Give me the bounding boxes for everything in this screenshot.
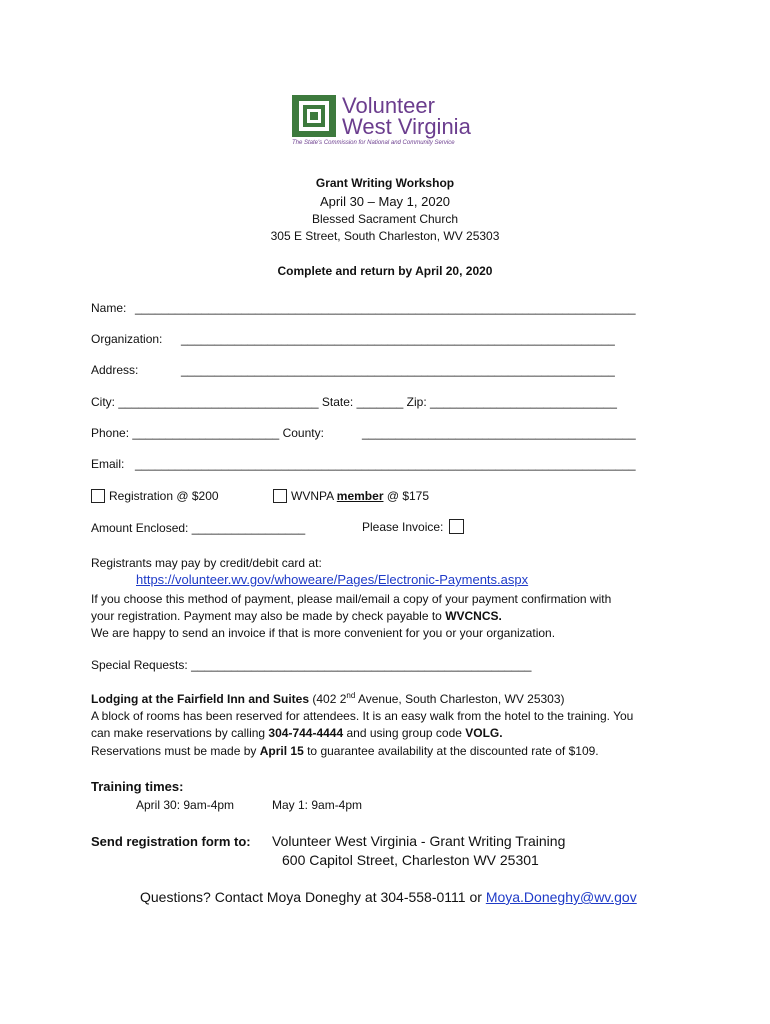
- address-label: Address:: [91, 363, 139, 377]
- registration-label: Registration @ $200: [109, 489, 219, 503]
- lodging-line2-prefix: can make reservations by calling: [91, 726, 269, 740]
- member-word: member: [336, 489, 384, 503]
- workshop-venue: Blessed Sacrament Church: [311, 212, 459, 226]
- email-field[interactable]: ___________________________________________________________________________: [135, 457, 636, 471]
- special-requests-label: Special Requests:: [91, 658, 188, 672]
- lodging-line2-mid: and using group code: [343, 726, 466, 740]
- payment-link[interactable]: https://volunteer.wv.gov/whoweare/Pages/Electronic-Payments.aspx: [136, 572, 529, 587]
- state-field[interactable]: _______: [356, 395, 404, 409]
- payment-line2-text: your registration. Payment may also be made by check payable to: [91, 609, 446, 623]
- payment-line3: We are happy to send an invoice if that is more convenient for you or your organization.: [91, 626, 556, 640]
- payment-line2: [91, 609, 502, 623]
- training-day1: April 30: 9am-4pm: [136, 798, 235, 812]
- invoice-checkbox[interactable]: [449, 519, 464, 534]
- phone-label: Phone:: [91, 426, 130, 440]
- registration-option[interactable]: [91, 489, 219, 503]
- city-field[interactable]: ______________________________: [118, 395, 319, 409]
- payable-to: WVCNCS.: [445, 609, 502, 623]
- lodging-addr-prefix: (402 2: [309, 692, 347, 706]
- organization-label: Organization:: [91, 332, 163, 346]
- invoice-label: Please Invoice:: [362, 520, 444, 534]
- lodging-line3-prefix: Reservations must be made by: [91, 744, 260, 758]
- workshop-title: Grant Writing Workshop: [315, 176, 455, 190]
- lodging-line3: [91, 744, 599, 758]
- workshop-address: 305 E Street, South Charleston, WV 25303: [270, 229, 500, 243]
- lodging-heading: Lodging at the Fairfield Inn and Suites: [91, 692, 310, 706]
- phone-field[interactable]: ______________________: [132, 426, 280, 440]
- city-row: [91, 395, 617, 409]
- email-label: Email:: [91, 457, 125, 471]
- member-checkbox[interactable]: [273, 489, 287, 503]
- zip-field[interactable]: ____________________________: [430, 395, 617, 409]
- member-suffix: @ $175: [383, 489, 430, 503]
- send-label: Send registration form to:: [91, 834, 251, 849]
- reservation-deadline: April 15: [259, 744, 304, 758]
- county-field[interactable]: _________________________________________: [362, 426, 636, 440]
- invoice-option[interactable]: [362, 519, 468, 534]
- send-line1: Volunteer West Virginia - Grant Writing Training: [272, 833, 566, 849]
- special-requests-row: [91, 658, 531, 672]
- send-line2: 600 Capitol Street, Charleston WV 25301: [282, 852, 539, 868]
- state-label: State:: [321, 395, 354, 409]
- logo: [292, 95, 482, 150]
- lodging-addr-sup: nd: [346, 691, 356, 700]
- logo-tagline: The State's Commission for National and Community Service: [292, 140, 455, 146]
- payment-line1: If you choose this method of payment, please mail/email a copy of your payment confirmation with: [91, 592, 612, 606]
- special-requests-field[interactable]: ___________________________________________________: [191, 658, 532, 672]
- return-deadline: Complete and return by April 20, 2020: [277, 264, 493, 278]
- lodging-phone: 304-744-4444: [268, 726, 344, 740]
- amount-field[interactable]: _________________: [191, 521, 306, 535]
- lodging-line2: [91, 726, 503, 740]
- city-label: City:: [91, 395, 115, 409]
- organization-field[interactable]: _________________________________________________________________: [181, 332, 615, 346]
- questions-row: [140, 889, 637, 905]
- member-prefix: WVNPA: [291, 489, 337, 503]
- name-label: Name:: [91, 301, 127, 315]
- name-field[interactable]: ___________________________________________________________________________: [135, 301, 636, 315]
- lodging-addr-suffix: Avenue, South Charleston, WV 25303): [355, 692, 565, 706]
- logo-line2: West Virginia: [342, 114, 471, 139]
- questions-text: Questions? Contact Moya Doneghy at 304-558-0111 or: [140, 889, 486, 905]
- lodging-heading-row: [91, 691, 565, 706]
- member-option[interactable]: [273, 489, 429, 503]
- training-heading: Training times:: [91, 779, 184, 794]
- phone-row: [91, 426, 324, 440]
- lodging-line3-suffix: to guarantee availability at the discounted rate of $109.: [303, 744, 599, 758]
- contact-email-link[interactable]: Moya.Doneghy@wv.gov: [485, 889, 637, 905]
- logo-line1: Volunteer: [342, 93, 435, 118]
- amount-row: [91, 521, 305, 535]
- group-code: VOLG.: [465, 726, 503, 740]
- logo-mark: [292, 95, 336, 137]
- lodging-line1: A block of rooms has been reserved for attendees. It is an easy walk from the hotel to the training. You: [91, 709, 634, 723]
- training-day2: May 1: 9am-4pm: [272, 798, 363, 812]
- payment-intro: Registrants may pay by credit/debit card at:: [91, 556, 322, 570]
- county-label: County:: [282, 426, 324, 440]
- workshop-dates: April 30 – May 1, 2020: [319, 194, 451, 209]
- registration-checkbox[interactable]: [91, 489, 105, 503]
- zip-label: Zip:: [406, 395, 427, 409]
- address-field[interactable]: _________________________________________________________________: [181, 363, 615, 377]
- amount-label: Amount Enclosed:: [91, 521, 189, 535]
